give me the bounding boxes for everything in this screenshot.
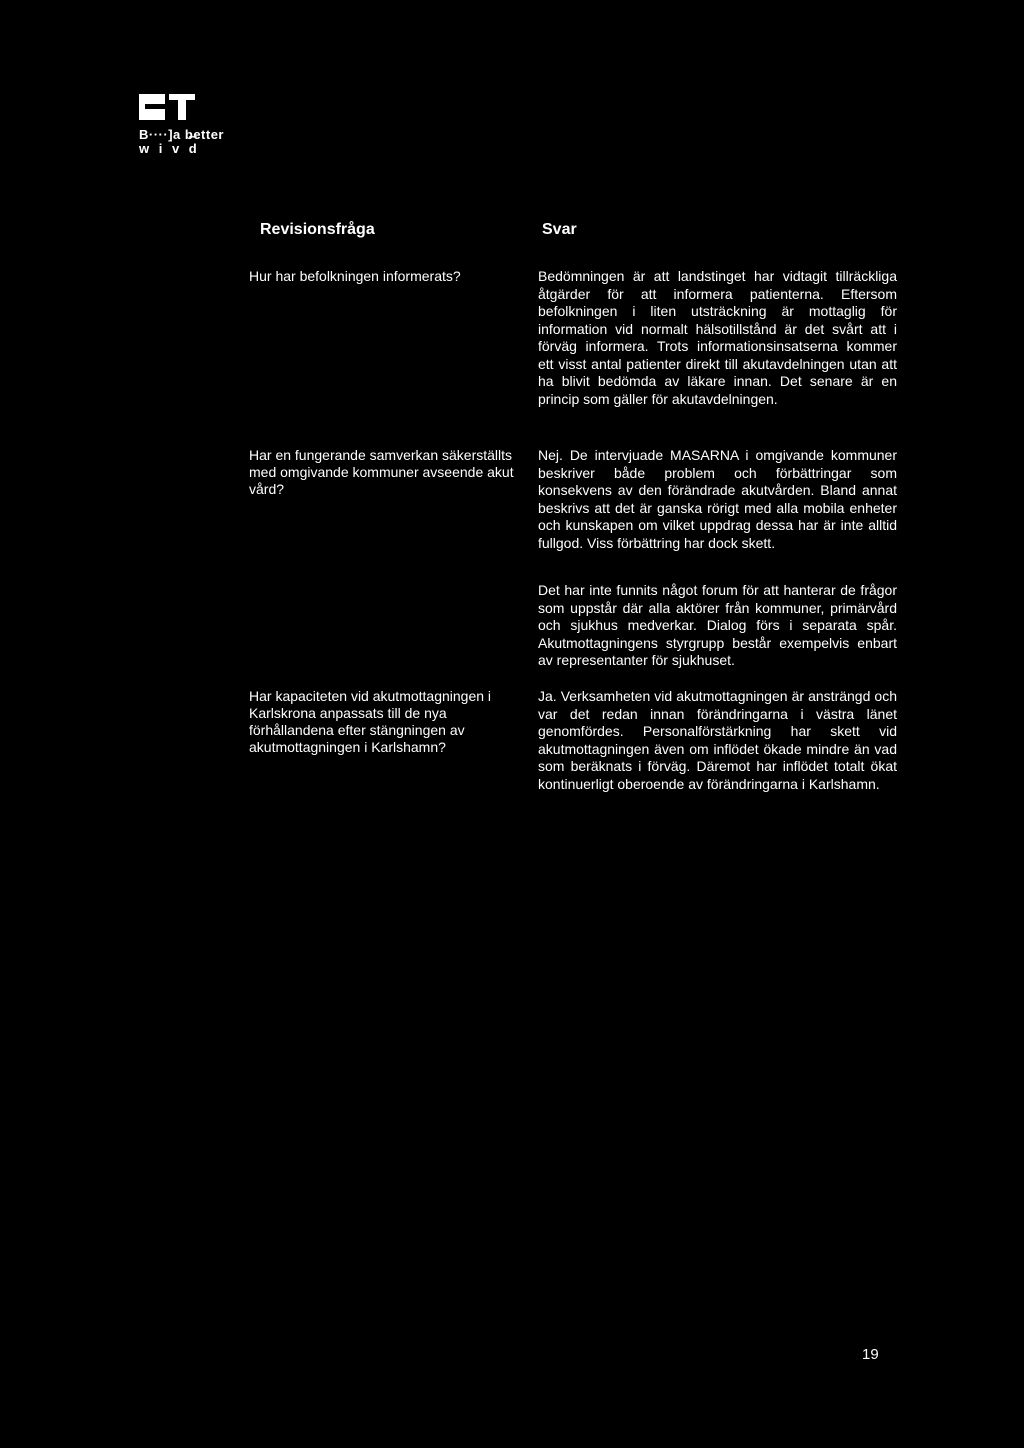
column-header-question: Revisionsfråga [260,221,375,238]
answer-2b [538,582,897,670]
question-2: Har en fungerande samverkan säkerställts med omgivande kommuner avseende akut vård? [249,447,514,497]
page-number: 19 [862,1346,879,1363]
answer-3-paragraph-1: Ja. Verksamheten vid akutmottagningen är ansträngd och var det redan innan förändringarna i västra länet genomfördes. Personalförstärkning har skett vid akutmottagningen även om inflödet ökade mindre än vad som beräknats i förväg. Däremot har inflödet totalt ökat kontinuerligt oberoende av förändringarna i Karlshamn. [538,688,897,792]
answer-2 [538,447,897,552]
answer-2-paragraph-2: Det har inte funnits något forum för att hanterar de frågor som uppstår där alla aktörer från kommuner, primärvård och sjukhus medverkar. Dialog förs i separata spår. Akutmottagningens styrgrupp består exempelvis enbart av representanter för sjukhuset. [538,582,897,668]
logo-mark-icon [139,92,199,122]
answer-1-paragraph-1: Bedömningen är att landstinget har vidtagit tillräckliga åtgärder för att informera patienterna. Eftersom befolkningen i liten utsträckning är mottaglig för information vid normalt hälsotillstånd är det svårt att i förväg informera. Trots informationsinsatserna kommer ett visst antal patienter direkt till akutavdelningen utan att ha blivit bedömda av läkare innan. Det senare är en princip som gäller för akutavdelningen. [538,268,897,407]
logo-tagline-line-2: w i v d [139,141,200,156]
question-1: Hur har befolkningen informerats? [249,268,461,284]
question-3: Har kapaciteten vid akutmottagningen i Karlskrona anpassats till de nya förhållandena efter stängningen av akutmottagningen i Karlshamn? [249,688,492,755]
answer-3 [538,688,897,793]
logo-tagline-line-1: B····]a b̶etter [139,127,224,142]
answer-1 [538,268,897,408]
company-logo [139,92,269,162]
column-header-answer: Svar [542,221,577,238]
answer-2-paragraph-1: Nej. De intervjuade MASARNA i omgivande kommuner beskriver både problem och förbättringar som konsekvens av den förändrade akutvården. Bland annat beskrivs att det är ganska rörigt med alla mobila enheter och kunskapen om vilket uppdrag dessa har är inte alltid fullgod. Viss förbättring har dock skett. [538,447,897,551]
